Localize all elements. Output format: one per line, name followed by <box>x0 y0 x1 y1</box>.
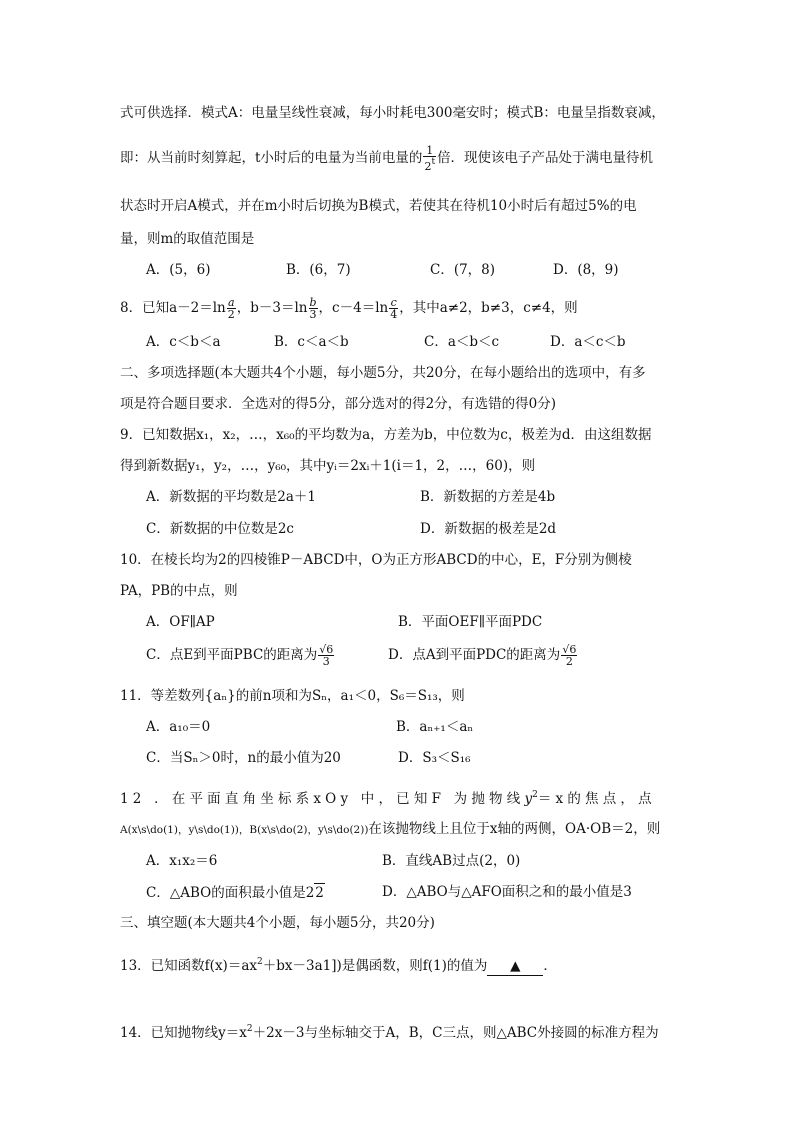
fraction-numerator: √6 <box>319 643 334 656</box>
problem-8-text: ，b－3＝ln <box>236 300 308 316</box>
problem-7-option-d: D．(8，9) <box>553 262 619 278</box>
fraction-denominator: 3 <box>309 308 317 321</box>
problem-8-option-a: A．c＜b＜a <box>146 334 221 350</box>
problem-9-option-b: B．新数据的方差是4b <box>420 489 556 505</box>
problem-12-option-c <box>146 883 325 902</box>
problem-12-option-d: D．△ABO与△AFO面积之和的最小值是3 <box>382 884 632 900</box>
problem-10-line-2: PA，PB的中点，则 <box>120 583 238 599</box>
problem-8-option-b: B．c＜a＜b <box>274 334 349 350</box>
problem-12-text: ＝x的焦点，点 <box>537 791 656 807</box>
fraction-denominator: 4 <box>390 308 398 321</box>
problem-13-text: 13．已知函数f(x)＝ax <box>120 958 257 974</box>
problem-10-option-a: A．OF∥AP <box>146 614 215 630</box>
problem-8-text: ，其中a≠2，b≠3，c≠4，则 <box>399 300 578 316</box>
problem-14 <box>120 1020 659 1042</box>
problem-7-text: 倍．现使该电子产品处于满电量待机 <box>437 150 654 166</box>
exponent: 2 <box>256 957 263 967</box>
problem-7-option-b: B．(6，7) <box>286 262 351 278</box>
problem-12-line-1 <box>120 786 656 808</box>
problem-9-option-a: A．新数据的平均数是2a＋1 <box>146 489 316 505</box>
fraction <box>423 145 436 172</box>
problem-11-option-d: D．S₃＜S₁₆ <box>398 750 471 766</box>
section-2-heading-line-1: 二、多项选择题(本大题共4个小题，每小题5分，共20分，在每小题给出的选项中，有多 <box>120 365 646 381</box>
problem-12-line-2 <box>120 820 660 839</box>
exponent: 2 <box>246 1024 253 1034</box>
problem-9-line-1: 9．已知数据x₁，x₂，…，x₆₀的平均数为a，方差为b，中位数为c，极差为d．由这组数据 <box>120 427 652 443</box>
problem-13-text: ＋bx－3a1])是偶函数，则f(1)的值为 <box>262 958 488 974</box>
option-text: C．△ABO的面积最小值是2 <box>146 885 315 901</box>
fraction-denominator: 2 <box>565 655 573 668</box>
problem-9-line-2: 得到新数据y₁，y₂，…，y₆₀，其中yᵢ＝2xᵢ＋1(i＝1，2，…，60)，则 <box>120 458 536 474</box>
problem-12-option-b: B．直线AB过点(2，0) <box>382 853 521 869</box>
problem-14-text: 14．已知抛物线y＝x <box>120 1025 247 1041</box>
fraction-denominator <box>423 157 436 172</box>
section-2-heading-line-2: 项是符合题目要求．全选对的得5分，部分选对的得2分，有选错的得0分) <box>120 396 557 412</box>
problem-7-option-c: C．(7，8) <box>430 262 496 278</box>
fraction-numerator: a <box>227 296 235 309</box>
problem-7-line-1: 式可供选择．模式A：电量呈线性衰减，每小时耗电300毫安时；模式B：电量呈指数衰减， <box>120 105 665 121</box>
problem-7-text: 即：从当前时刻算起，t小时后的电量为当前电量的 <box>120 150 423 166</box>
field-code-points: A(x\s\do(1)，y\s\do(1))，B(x\s\do(2)，y\s\do(2)) <box>120 824 369 836</box>
denominator-exponent: t <box>431 157 436 167</box>
problem-7-line-2 <box>120 145 653 172</box>
problem-8-stem <box>120 297 578 320</box>
fraction-numerator: c <box>390 296 397 309</box>
problem-13-text: ． <box>543 958 557 974</box>
problem-10-option-b: B．平面OEF∥平面PDC <box>398 614 543 630</box>
problem-12-option-a: A．x₁x₂＝6 <box>146 853 218 869</box>
problem-12-text: 12 ．在平面直角坐标系xOy 中，已知F 为抛物线 <box>120 791 525 807</box>
problem-10-line-1: 10．在棱长均为2的四棱锥P－ABCD中，O为正方形ABCD的中心，E，F分别为侧棱 <box>120 552 632 568</box>
problem-10-option-d <box>388 644 578 667</box>
problem-11-stem: 11．等差数列{aₙ}的前n项和为Sₙ，a₁＜0，S₆＝S₁₃，则 <box>120 688 465 704</box>
option-text: C．点E到平面PBC的距离为 <box>146 647 318 663</box>
problem-9-option-c: C．新数据的中位数是2c <box>146 521 294 537</box>
option-text: D．点A到平面PDC的距离为 <box>388 647 561 663</box>
problem-11-option-b: B．aₙ₊₁＜aₙ <box>396 719 474 735</box>
problem-13 <box>120 953 557 976</box>
exponent: 2 <box>532 790 538 800</box>
problem-8-text: ，c－4＝ln <box>318 300 389 316</box>
fraction <box>318 644 334 667</box>
answer-blank: ▲ <box>487 957 543 976</box>
fraction-numerator: b <box>309 296 317 309</box>
problem-7-option-a: A．(5，6) <box>146 262 211 278</box>
problem-7-line-4: 量，则m的取值范围是 <box>120 231 255 247</box>
section-3-heading: 三、填空题(本大题共4个小题，每小题5分，共20分) <box>120 915 435 931</box>
problem-7-line-3: 状态时开启A模式，并在m小时后切换为B模式，若使其在待机10小时后有超过5%的电 <box>120 198 637 214</box>
fraction-numerator: 1 <box>423 145 436 157</box>
sqrt-radicand: 2 <box>315 885 324 901</box>
sqrt-expression <box>314 883 325 902</box>
fraction-denominator: 3 <box>322 655 330 668</box>
fraction-denominator: 2 <box>227 308 235 321</box>
math-variable: y <box>524 791 533 807</box>
fraction <box>309 297 318 320</box>
problem-8-option-d: D．a＜c＜b <box>550 334 626 350</box>
problem-11-option-a: A．a₁₀＝0 <box>146 719 211 735</box>
fraction <box>227 297 236 320</box>
problem-11-option-c: C．当Sₙ＞0时，n的最小值为20 <box>146 750 341 766</box>
problem-9-option-d: D．新数据的极差是2d <box>420 521 557 537</box>
problem-8-text: 8．已知a－2＝ln <box>120 300 226 316</box>
problem-12-text: 在该抛物线上且位于x轴的两侧，OA·OB＝2，则 <box>368 821 661 837</box>
fraction <box>389 297 398 320</box>
problem-10-option-c <box>146 644 335 667</box>
problem-14-text: ＋2x－3与坐标轴交于A，B，C三点，则△ABC外接圆的标准方程为 <box>252 1025 659 1041</box>
denominator-base: 2 <box>424 160 432 173</box>
fraction-numerator: √6 <box>562 643 577 656</box>
problem-8-option-c: C．a＜b＜c <box>424 334 500 350</box>
fraction <box>561 644 577 667</box>
